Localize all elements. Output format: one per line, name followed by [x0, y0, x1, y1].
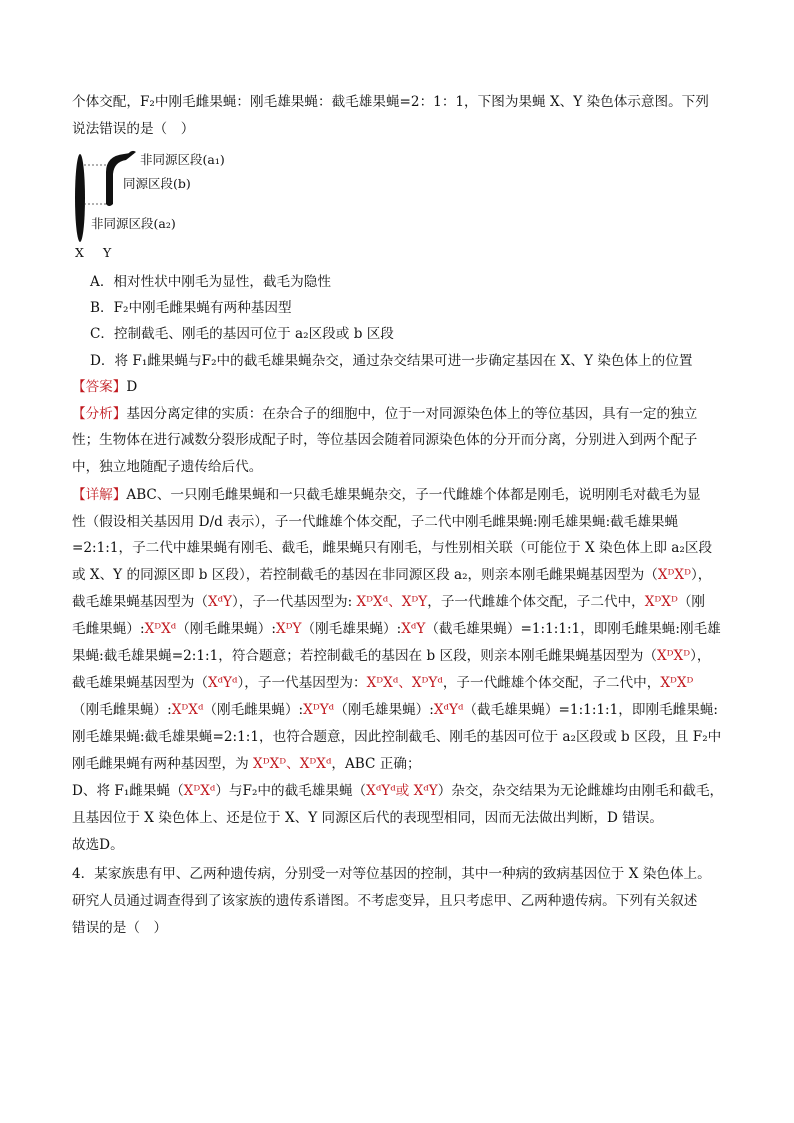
detail-text: 毛雌果蝇）: — [72, 621, 145, 637]
detail-line1 — [72, 485, 701, 505]
detail-line8 — [72, 673, 693, 693]
genotype: XᴰXᵈ — [144, 621, 177, 637]
genotype: XᵈYᵈ — [433, 702, 464, 718]
xy-chromosome-figure — [66, 146, 286, 264]
option-c: C．控制截毛、刚毛的基因可位于 a₂区段或 b 区段 — [90, 326, 394, 342]
detail-text: ，子一代雌雄个体交配，子二代中， — [442, 675, 661, 691]
label-x: X — [75, 245, 84, 260]
question4-line1: 4．某家族患有甲、乙两种遗传病，分别受一对等位基因的控制，其中一种病的致病基因位于 X 染色体上。 — [72, 866, 711, 882]
option-d: D．将 F₁雌果蝇与F₂中的截毛雄果蝇杂交，通过杂交结果可进一步确定基因在 X、Y 染色体上的位置 — [90, 353, 693, 369]
detail-text: ，ABC 正确； — [331, 756, 421, 772]
genotype: XᴰYᵈ — [303, 702, 335, 718]
question4-line3: 错误的是（ ） — [72, 920, 168, 936]
detail-text: 截毛雄果蝇基因型为（ — [72, 594, 208, 610]
genotype: XᴰXᵈ、XᴰY — [356, 594, 428, 610]
detail-line3: =2:1:1，子二代中雄果蝇有刚毛、截毛，雌果蝇只有刚毛，与性别相关联（可能位于 X 染色体上即 a₂区段 — [72, 540, 713, 556]
label-y: Y — [103, 245, 112, 260]
detail-text: （刚 — [677, 594, 706, 610]
genotype: XᴰXᴰ — [660, 675, 694, 691]
analysis-line3: 中，独立地随配子遗传给后代。 — [72, 459, 263, 475]
detail-line4 — [72, 565, 711, 585]
detail-line9 — [72, 700, 718, 720]
detail-line12 — [72, 781, 723, 801]
genotype: XᴰY — [275, 621, 302, 637]
detail-line13: 且基因位于 X 染色体上、还是位于 X、Y 同源区后代的表现型相同，因而无法做出判断，D 错误。 — [72, 810, 663, 826]
detail-text: （刚毛雌果蝇）: — [203, 702, 304, 718]
question4-line2: 研究人员通过调查得到了该家族的遗传系谱图。不考虑变异，且只考虑甲、乙两种遗传病。下列有关叙述 — [72, 893, 698, 909]
detail-text: ）， — [690, 567, 712, 583]
detail-text: ），子一代基因型为： — [237, 675, 367, 691]
genotype: XᴰXᴰ — [657, 567, 691, 583]
detail-text: （截毛雄果蝇）=1:1:1:1，即刚毛雌果蝇:刚毛雄 — [425, 621, 721, 637]
label-nonhomologous-a2: 非同源区段(a₂) — [91, 216, 176, 231]
genotype: XᵈYᵈ — [207, 675, 238, 691]
detail-text: ）， — [690, 648, 711, 664]
detail-line11 — [72, 754, 421, 774]
answer-value: D — [126, 379, 138, 395]
detail-text: D、将 F₁雌果蝇（ — [72, 783, 184, 799]
detail-text: ，子一代雌雄个体交配，子二代中， — [427, 594, 645, 610]
label-nonhomologous-a1: 非同源区段(a₁) — [140, 152, 225, 167]
genotype: XᴰXᵈ — [171, 702, 204, 718]
question3-stem-line1: 个体交配，F₂中刚毛雌果蝇：刚毛雄果蝇：截毛雄果蝇=2：1：1，下图为果蝇 X、Y 染色体示意图。下列 — [72, 94, 709, 110]
label-homologous-b: 同源区段(b) — [123, 176, 191, 191]
genotype: XᵈY — [401, 621, 426, 637]
genotype: XᴰXᴰ、XᴰXᵈ — [253, 756, 332, 772]
detail-text: （刚毛雄果蝇）: — [334, 702, 434, 718]
genotype: XᵈYᵈ或 XᵈY — [366, 783, 438, 799]
detail-text: 果蝇:截毛雄果蝇=2:1:1，符合题意；若控制截毛的基因在 b 区段，则亲本刚毛雌果蝇基因型为（ — [72, 648, 657, 664]
analysis-line1 — [72, 404, 697, 424]
detail-text: （刚毛雄果蝇）: — [301, 621, 402, 637]
detail-text: ）杂交，杂交结果为无论雌雄均由刚毛和截毛， — [437, 783, 724, 799]
detail-text: （截毛雄果蝇）=1:1:1:1，即刚毛雌果蝇: — [463, 702, 719, 718]
detail-line6 — [72, 619, 721, 639]
detail-line10: 刚毛雄果蝇:截毛雄果蝇=2:1:1，也符合题意，因此控制截毛、刚毛的基因可位于 a₂区段或 b 区段，且 F₂中 — [72, 729, 722, 745]
answer-line — [72, 377, 137, 397]
detail-text: 截毛雄果蝇基因型为（ — [72, 675, 208, 691]
detail-text1: ABC、一只刚毛雌果蝇和一只截毛雄果蝇杂交，子一代雌雄个体都是刚毛，说明刚毛对截毛为显 — [126, 487, 701, 503]
detail-text: 刚毛雌果蝇有两种基因型，为 — [72, 756, 254, 772]
analysis-line2: 性；生物体在进行减数分裂形成配子时，等位基因会随着同源染色体的分开而分离，分别进入到两个配子 — [72, 432, 698, 448]
detail-tag: 【详解】 — [72, 487, 127, 503]
genotype: XᴰXᵈ、XᴰYᵈ — [366, 675, 443, 691]
answer-tag: 【答案】 — [72, 379, 127, 395]
option-b: B．F₂中刚毛雌果蝇有两种基因型 — [90, 300, 292, 316]
detail-text: ）与F₂中的截毛雄果蝇（ — [215, 783, 367, 799]
detail-text: （刚毛雌果蝇）: — [176, 621, 276, 637]
option-a: A．相对性状中刚毛为显性，截毛为隐性 — [90, 274, 331, 290]
question3-stem-line2: 说法错误的是（ ） — [72, 121, 195, 137]
detail-line5 — [72, 592, 705, 612]
detail-text: 或 X、Y 的同源区即 b 区段），若控制截毛的基因在非同源区段 a₂，则亲本刚毛雌果蝇基因型为（ — [72, 567, 658, 583]
detail-line7 — [72, 646, 710, 666]
genotype: XᴰXᴰ — [644, 594, 678, 610]
genotype: XᴰXᴰ — [656, 648, 691, 664]
detail-line2: 性（假设相关基因用 D/d 表示），子一代雌雄个体交配，子二代中刚毛雌果蝇:刚毛雄果蝇:截毛雄果蝇 — [72, 514, 679, 530]
analysis-tag: 【分析】 — [72, 406, 127, 422]
analysis-text1: 基因分离定律的实质：在杂合子的细胞中，位于一对同源染色体上的等位基因，具有一定的独立 — [126, 406, 698, 422]
genotype: XᵈY — [207, 594, 233, 610]
x-chromosome — [75, 154, 85, 242]
detail-text: （刚毛雌果蝇）: — [72, 702, 172, 718]
detail-text: ），子一代基因型为: — [232, 594, 357, 610]
genotype: XᴰXᵈ — [183, 783, 216, 799]
detail-line14: 故选D。 — [72, 837, 124, 853]
